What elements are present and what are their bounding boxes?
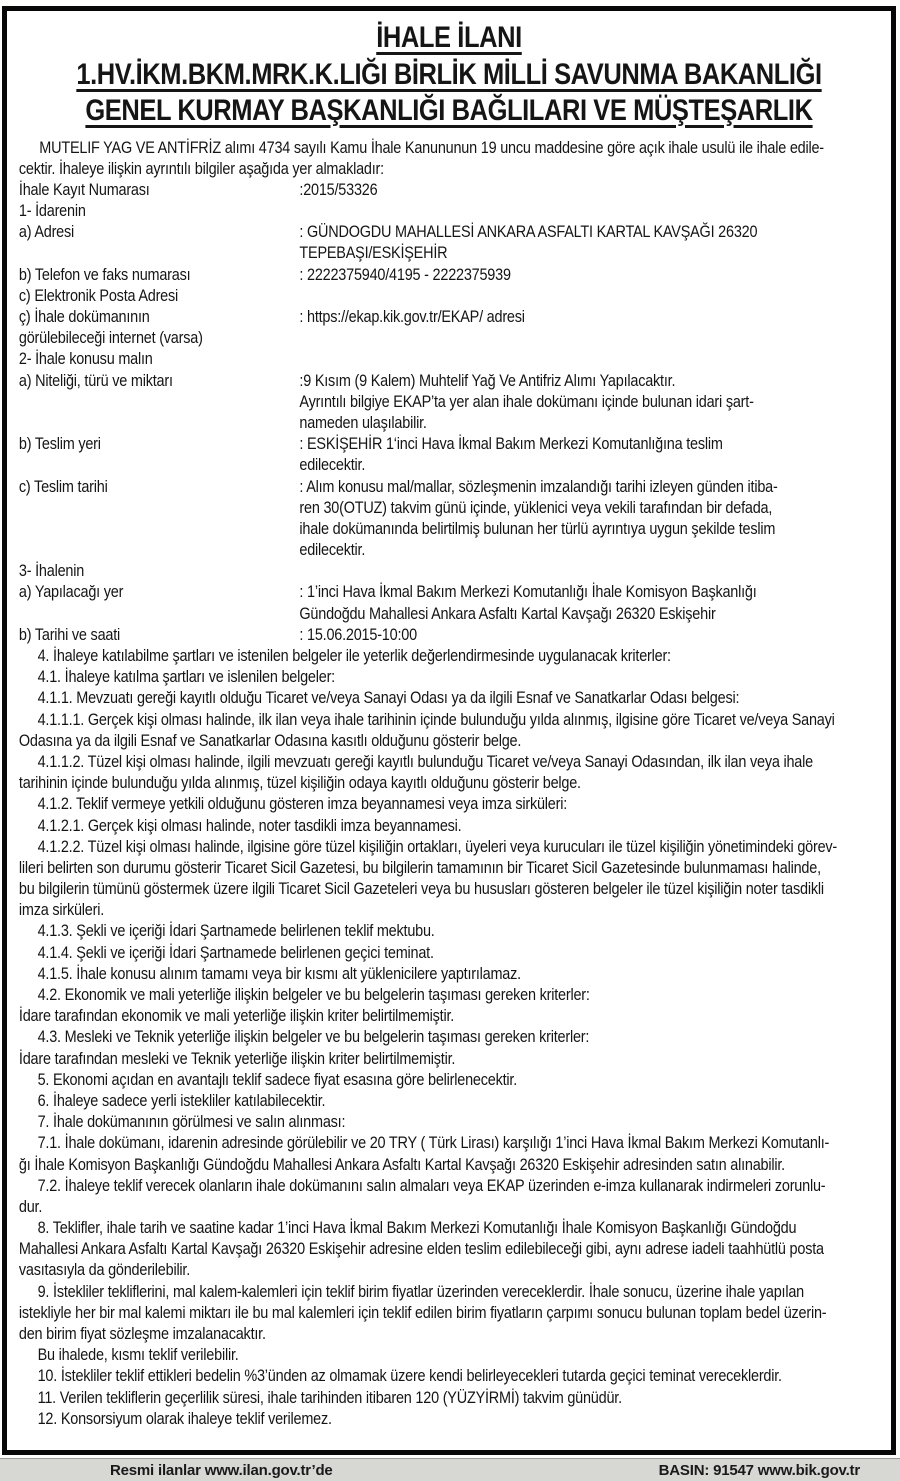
text-line: 7.2. İhaleye teklif verecek olanların ihale dokümanını salın almaları veya EKAP üzerinden e-imza kullanarak indirmeleri zorunlu- bbox=[37, 1175, 826, 1195]
text-line: : GÜNDOGDU MAHALLESİ ANKARA ASFALTI KARTAL KAVŞAĞI 26320 bbox=[299, 222, 758, 242]
paragraph bbox=[19, 687, 881, 708]
text-line: 4.1.5. İhale konusu alınım tamamı veya bir kısmı alt yüklenicilere yaptırılamaz. bbox=[37, 963, 521, 983]
text-line: b) Teslim yeri bbox=[18, 434, 101, 454]
text-line: Mahallesi Ankara Asfaltı Kartal Kavşağı 26320 Eskişehir adresine elden teslim edilebileceği gibi, aynı adrese iadeli taahhütlü posta bbox=[18, 1239, 824, 1259]
text-line: b) Tarihi ve saati bbox=[18, 624, 121, 644]
text-line: den birim fiyat sözleşme imzalanacaktır. bbox=[18, 1324, 266, 1343]
text-line: MUTELIF YAG VE ANTİFRİZ alımı 4734 sayılı Kamu İhale Kanununun 19 uncu maddesine göre açık ihale usulü ile ihale edile- bbox=[39, 137, 824, 157]
text-line: tarihinin içinde bulunduğu yılda alınmış, tüzel kişiliğin odaya kayıtlı olduğunu gösterir belge. bbox=[18, 773, 581, 793]
paragraph bbox=[19, 1408, 881, 1429]
text-line: : ESKİŞEHİR 1‘inci Hava İkmal Bakım Merkezi Komutanlığına teslim bbox=[299, 434, 723, 454]
text-line: :9 Kısım (9 Kalem) Muhtelif Yağ Ve Antifriz Alımı Yapılacaktır. bbox=[299, 370, 676, 390]
text-line: a) Niteliği, türü ve miktarı bbox=[18, 370, 173, 390]
text-line: 4.1.1.2. Tüzel kişi olması halinde, ilgili mevzuatı gereği kayıtlı bulunduğu Ticaret ve/veya Sanayi Odasından, ilk ilan veya ihale bbox=[37, 751, 813, 771]
info-value bbox=[299, 306, 880, 348]
paragraph bbox=[19, 1387, 881, 1408]
text-line: Gündoğdu Mahallesi Ankara Asfaltı Kartal Kavşağı 26320 Eskişehir bbox=[299, 603, 716, 623]
text-line: istekliyle her bir mal kalemi miktarı ile bu mal kalemleri için teklif edilen birim fiyatların çarpımı sonucu bulunan toplam bedel üzerin- bbox=[18, 1302, 827, 1322]
text-line: TEPEBAŞI/ESKİŞEHİR bbox=[299, 243, 448, 263]
text-line: 4.1.3. Şekli ve içeriği İdari Şartnamede belirlenen teklif mektubu. bbox=[37, 921, 435, 941]
info-row bbox=[19, 264, 881, 285]
text-line: bu bilgilerin tümünü göstermek üzere ilgili Ticaret Sicil Gazeteleri veya bu hususları gösteren belgeler ile tüzel kişiliğin noter tasdikli bbox=[18, 879, 824, 899]
text-line: 4.1.1. Mevzuatı gereği kayıtlı olduğu Ticaret ve/veya Sanayi Odası ya da ilgili Esnaf ve Sanatkarlar Odası belgesi: bbox=[37, 688, 740, 708]
paragraph bbox=[19, 1111, 881, 1132]
text-line: 4.3. Mesleki ve Teknik yeterliğe ilişkin belgeler ve bu belgelerin taşıması gereken kriterler: bbox=[37, 1027, 590, 1047]
text-line: 4. İhaleye katılabilme şartları ve istenilen belgeler ile yeterlik değerlendirmesinde uygulanacak kriterler: bbox=[37, 646, 671, 665]
info-label bbox=[19, 264, 300, 285]
text-line: İdare tarafından ekonomik ve mali yeterliğe ilişkin kriter belirtilmemiştir. bbox=[18, 1006, 455, 1026]
text-line: 7.1. İhale dokümanı, idarenin adresinde görülebilir ve 20 TRY ( Türk Lirası) karşılığı 1’inci Hava İkmal Bakım Merkezi Komutanlı- bbox=[37, 1133, 830, 1153]
text-line: 2- İhale konusu malın bbox=[18, 349, 153, 369]
text-line: dur. bbox=[18, 1196, 43, 1216]
info-row bbox=[19, 624, 881, 645]
paragraph bbox=[19, 1344, 881, 1365]
info-row bbox=[19, 348, 881, 369]
text-line: İdare tarafından mesleki ve Teknik yeterliğe ilişkin kriter belirtilmemiştir. bbox=[18, 1048, 456, 1068]
text-line: 9. İstekliler tekliflerini, mal kalem-kalemleri için teklif birim fiyatlar üzerinden vereceklerdir. İhale sonucu, üzerine ihale yapılan bbox=[37, 1281, 804, 1301]
tender-announcement-document bbox=[2, 6, 896, 1455]
text-line: 7. İhale dokümanının görülmesi ve salın alınması: bbox=[37, 1112, 346, 1132]
official-ads-label: Resmi ilanlar www.ilan.gov.tr’de bbox=[110, 1461, 333, 1479]
info-value bbox=[299, 221, 880, 263]
paragraph bbox=[19, 815, 881, 836]
text-line: ihale dokümanında belirtilmiş bulunan her türlü ayrıntıya uygun şekilde teslim bbox=[299, 518, 776, 538]
text-line: görülebileceği internet (varsa) bbox=[18, 328, 203, 348]
text-line: ç) İhale dokümanının bbox=[18, 307, 150, 326]
paragraph bbox=[19, 1069, 881, 1090]
text-line: Bu ihalede, kısmı teklif verilebilir. bbox=[37, 1345, 239, 1365]
info-value bbox=[299, 581, 880, 623]
info-label bbox=[19, 221, 300, 263]
info-label bbox=[19, 285, 300, 306]
info-row bbox=[19, 221, 881, 263]
text-line: a) Adresi bbox=[18, 222, 75, 242]
text-line: : https://ekap.kik.gov.tr/EKAP/ adresi bbox=[299, 307, 525, 326]
info-label bbox=[19, 476, 300, 561]
paragraph bbox=[19, 1005, 881, 1026]
info-value bbox=[299, 264, 880, 285]
paragraph bbox=[19, 1281, 881, 1345]
info-value bbox=[299, 476, 880, 561]
paragraph bbox=[19, 1090, 881, 1111]
info-value bbox=[299, 348, 880, 369]
info-label bbox=[19, 624, 300, 645]
text-line: 6. İhaleye sadece yerli istekliler katılabilecektir. bbox=[37, 1090, 326, 1110]
text-line: ğı İhale Komisyon Başkanlığı Gündoğdu Mahallesi Ankara Asfaltı Kartal Kavşağı 26320 Eskişehir adresinden satın alınabilir. bbox=[18, 1154, 785, 1174]
text-line: 4.1.2.2. Tüzel kişi olması halinde, ilgisine göre tüzel kişiliğin ortakları, üyeleri veya kurucuları ile tüzel kişiliğin yönetimindeki görev- bbox=[37, 836, 838, 856]
info-value bbox=[299, 179, 880, 200]
text-line: b) Telefon ve faks numarası bbox=[18, 264, 191, 284]
text-line: 1.HV.İKM.BKM.MRK.K.LIĞI BİRLİK MİLLİ SAVUNMA BAKANLIĞI bbox=[76, 57, 822, 91]
text-line: 8. Teklifler, ihale tarih ve saatine kadar 1’inci Hava İkmal Bakım Merkezi Komutanlığı İhale Komisyon Başkanlığı Gündoğdu bbox=[37, 1218, 797, 1238]
text-line: Ayrıntılı bilgiye EKAP’ta yer alan ihale dokümanı içinde bulunan idari şart- bbox=[299, 391, 754, 411]
info-table bbox=[19, 179, 881, 645]
text-line: vasıtasıyla da gönderilebilir. bbox=[18, 1260, 191, 1280]
info-value bbox=[299, 624, 880, 645]
footer bbox=[0, 1458, 900, 1481]
info-row bbox=[19, 560, 881, 581]
text-line: 4.1.1.1. Gerçek kişi olması halinde, ilk ilan veya ihale tarihinin içinde bulunduğu yılda alınmış, ilgisine göre Ticaret ve/veya Sanayi bbox=[37, 709, 835, 729]
paragraph bbox=[19, 751, 881, 793]
text-line: imza sirküleri. bbox=[18, 900, 105, 920]
text-line: lileri belirten son durumu gösterir Ticaret Sicil Gazetesi, bu bilgilerin tamamının bir Ticaret Sicil Gazetesinde bulunmaması halinde, bbox=[18, 857, 821, 877]
paragraph bbox=[19, 1026, 881, 1047]
info-value bbox=[299, 433, 880, 475]
text-line: 4.1.4. Şekli ve içeriği İdari Şartnamede belirlenen geçici teminat. bbox=[37, 942, 434, 962]
body-paragraphs bbox=[19, 645, 881, 1429]
info-label bbox=[19, 200, 300, 221]
info-row bbox=[19, 200, 881, 221]
text-line: 11. Verilen tekliflerin geçerlilik süresi, ihale tarihinden itibaren 120 (YÜZYİRMİ) takvim günüdür. bbox=[37, 1387, 622, 1407]
text-line: 1- İdarenin bbox=[18, 201, 86, 221]
paragraph bbox=[19, 709, 881, 751]
paragraph bbox=[19, 963, 881, 984]
info-row bbox=[19, 306, 881, 348]
info-label bbox=[19, 433, 300, 475]
text-line: a) Yapılacağı yer bbox=[18, 582, 124, 602]
text-line: 10. İstekliler teklif ettikleri bedelin %3’ünden az olmamak üzere kendi belirleyecekleri tutarda geçici teminat vereceklerdir. bbox=[37, 1366, 782, 1386]
text-line: : 1’inci Hava İkmal Bakım Merkezi Komutanlığı İhale Komisyon Başkanlığı bbox=[299, 582, 757, 602]
paragraph bbox=[19, 1175, 881, 1217]
paragraph bbox=[19, 920, 881, 941]
info-label bbox=[19, 179, 300, 200]
info-label bbox=[19, 348, 300, 369]
text-line: 4.1.2. Teklif vermeye yetkili olduğunu gösteren imza beyannamesi veya imza sirküleri: bbox=[37, 794, 568, 814]
info-row bbox=[19, 476, 881, 561]
text-line: : Alım konusu mal/mallar, sözleşmenin imzalandığı tarihi izleyen günden itiba- bbox=[299, 476, 778, 496]
text-line: 4.1.2.1. Gerçek kişi olması halinde, noter tasdikli imza beyannamesi. bbox=[37, 815, 462, 835]
info-row bbox=[19, 370, 881, 434]
text-line: nameden ulaşılabilir. bbox=[299, 412, 427, 432]
paragraph bbox=[19, 942, 881, 963]
paragraph bbox=[19, 1217, 881, 1281]
info-value bbox=[299, 560, 880, 581]
press-id-label: BASIN: 91547 www.bik.gov.tr bbox=[658, 1461, 860, 1479]
page-title bbox=[7, 20, 891, 130]
text-line: İhale Kayıt Numarası bbox=[18, 179, 150, 199]
info-label bbox=[19, 306, 300, 348]
paragraph bbox=[19, 1048, 881, 1069]
text-line: 4.1. İhaleye katılma şartları ve islenilen belgeler: bbox=[37, 667, 335, 687]
text-line: edilecektir. bbox=[299, 540, 366, 560]
paragraph bbox=[19, 1132, 881, 1174]
info-label bbox=[19, 370, 300, 434]
text-line: ren 30(OTUZ) takvim günü içinde, yüklenici veya vekili tarafından bir defada, bbox=[299, 497, 773, 517]
text-line: 12. Konsorsiyum olarak ihaleye teklif verilemez. bbox=[37, 1408, 332, 1428]
text-line: : 2222375940/4195 - 2222375939 bbox=[299, 264, 511, 284]
intro-paragraph bbox=[19, 137, 881, 179]
info-row bbox=[19, 179, 881, 200]
paragraph bbox=[19, 836, 881, 921]
paragraph bbox=[19, 666, 881, 687]
text-line: İHALE İLANI bbox=[376, 21, 522, 54]
info-value bbox=[299, 285, 880, 306]
paragraph bbox=[19, 984, 881, 1005]
text-line: 4.2. Ekonomik ve mali yeterliğe ilişkin belgeler ve bu belgelerin taşıması gereken kriterler: bbox=[37, 985, 590, 1004]
info-label bbox=[19, 560, 300, 581]
info-row bbox=[19, 433, 881, 475]
text-line: :2015/53326 bbox=[299, 179, 378, 199]
text-line: GENEL KURMAY BAŞKANLIĞI BAĞLILARI VE MÜŞTEŞARLIK bbox=[85, 94, 813, 127]
info-value bbox=[299, 200, 880, 221]
text-line: 3- İhalenin bbox=[18, 561, 85, 581]
text-line: c) Teslim tarihi bbox=[18, 476, 108, 496]
text-line: c) Elektronik Posta Adresi bbox=[18, 285, 179, 305]
text-line: edilecektir. bbox=[299, 455, 366, 475]
text-line: : 15.06.2015-10:00 bbox=[299, 624, 417, 644]
info-row bbox=[19, 285, 881, 306]
text-line: 5. Ekonomi açıdan en avantajlı teklif sadece fiyat esasına göre belirlenecektir. bbox=[37, 1069, 518, 1089]
paragraph bbox=[19, 645, 881, 666]
text-line: Odasına ya da ilgili Esnaf ve Sanatkarlar Odasına kasıtlı olduğunu gösterir belge. bbox=[18, 730, 522, 750]
info-row bbox=[19, 581, 881, 623]
paragraph bbox=[19, 1365, 881, 1386]
info-label bbox=[19, 581, 300, 623]
info-value bbox=[299, 370, 880, 434]
paragraph bbox=[19, 793, 881, 814]
text-line: cektir. İhaleye ilişkin ayrıntılı bilgiler aşağıda yer almakladır: bbox=[18, 158, 384, 178]
